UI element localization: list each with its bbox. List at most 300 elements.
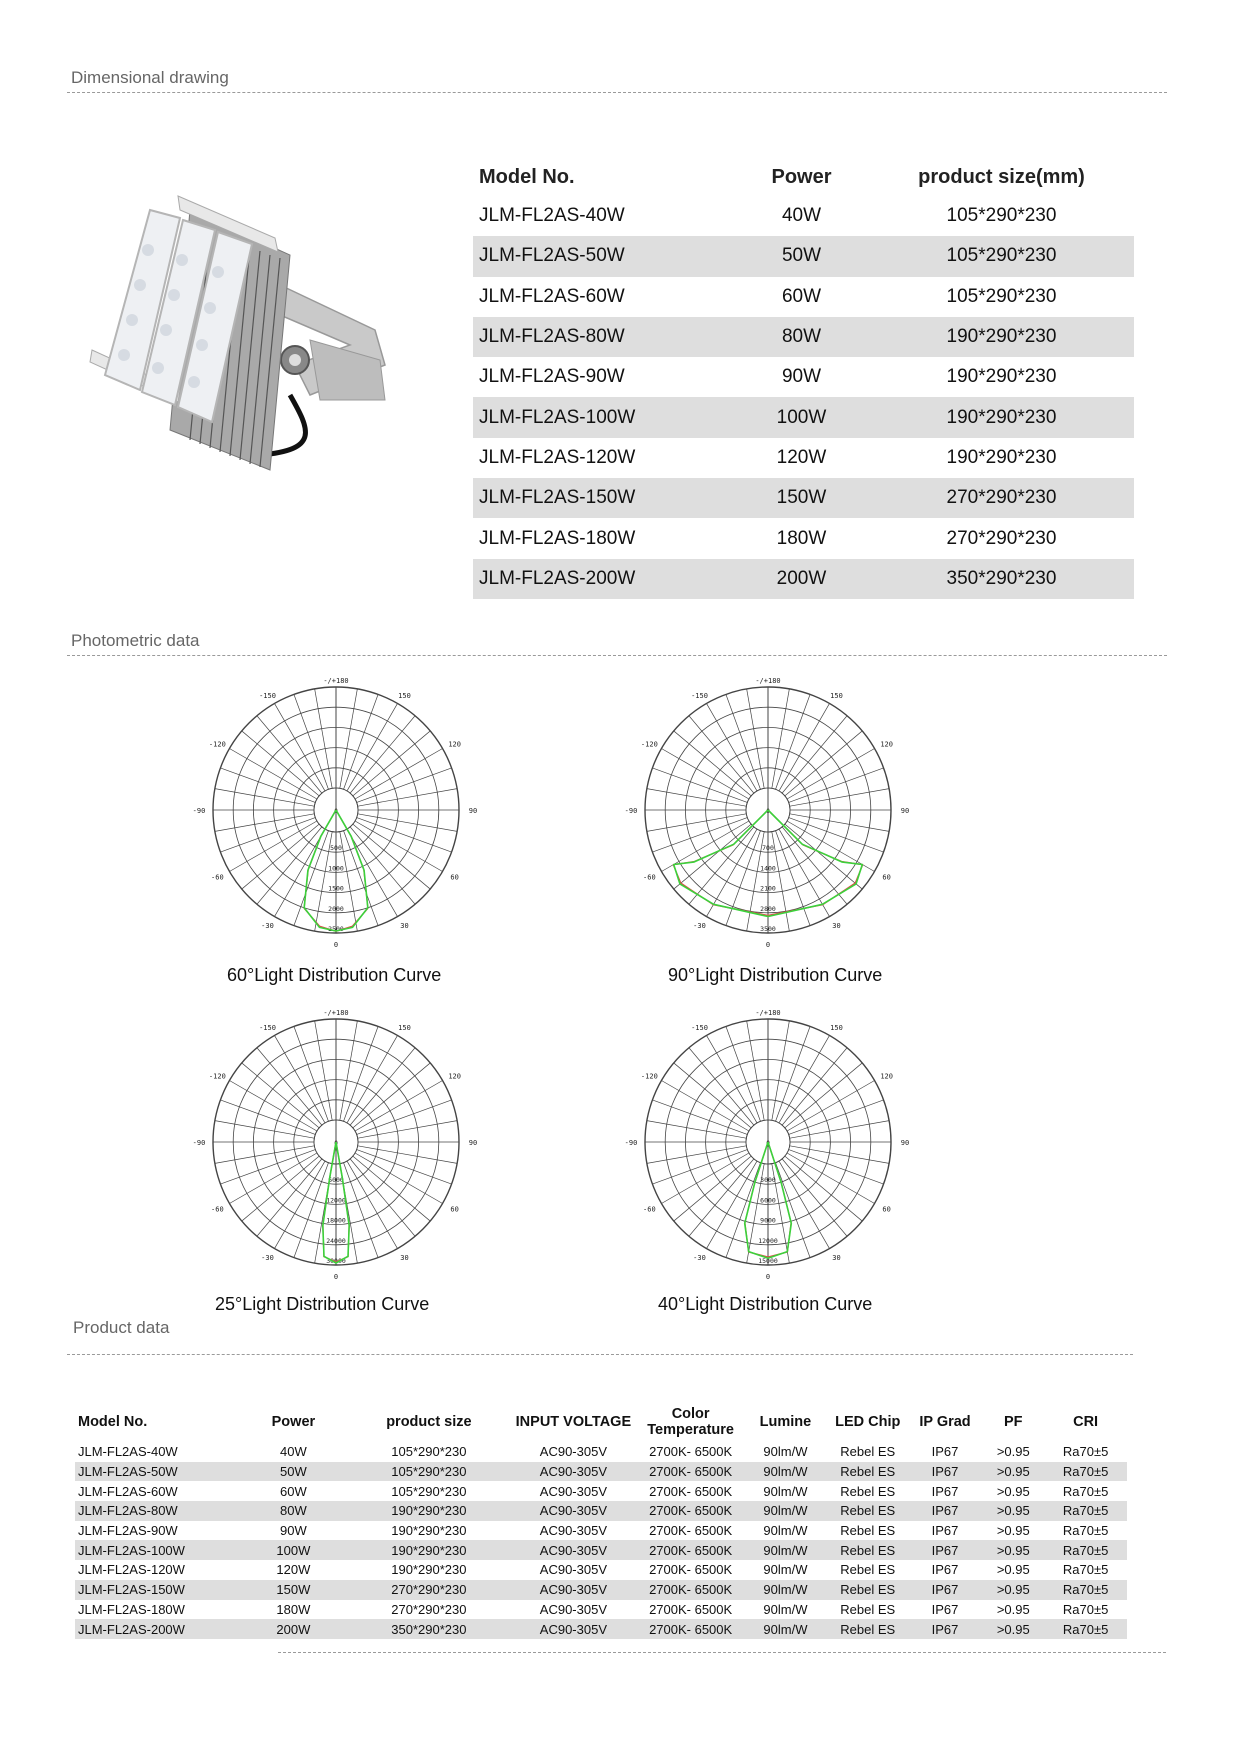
- cell-model: JLM-FL2AS-100W: [473, 397, 734, 437]
- angle-label: 0: [765, 1273, 771, 1281]
- grid-spoke: [647, 789, 746, 807]
- grid-spoke: [357, 818, 452, 853]
- column-header: Lumine: [759, 1414, 812, 1430]
- table-row: [473, 277, 1134, 317]
- grid-spoke: [789, 768, 884, 803]
- angle-label: -/+180: [755, 677, 781, 685]
- grid-spoke: [358, 1146, 457, 1164]
- grid-spoke: [215, 1146, 314, 1164]
- grid-spoke: [689, 716, 754, 793]
- curve-caption: 40°Light Distribution Curve: [658, 1294, 873, 1314]
- table-row: [473, 317, 1134, 357]
- radial-value-label: 1500: [328, 884, 344, 893]
- radial-value-label: 3500: [760, 925, 776, 933]
- table-cell: 90lm/W: [743, 1619, 828, 1639]
- angle-label: -60: [211, 873, 224, 882]
- radial-value-label: 12000: [758, 1236, 778, 1245]
- column-header: Color Temperature: [647, 1406, 734, 1438]
- angle-label: 30: [832, 922, 841, 931]
- grid-spoke: [782, 827, 847, 904]
- cell-power: 120W: [776, 446, 827, 468]
- angle-label: -150: [259, 691, 276, 700]
- angle-label: 30: [400, 1254, 409, 1263]
- angle-label: -90: [192, 1139, 206, 1147]
- grid-spoke: [785, 1156, 862, 1221]
- column-header: product size: [386, 1414, 472, 1430]
- table-cell: 90lm/W: [763, 1562, 808, 1578]
- grid-spoke: [257, 1159, 322, 1236]
- cell-power: 60W: [781, 285, 822, 307]
- table-cell: AC90-305V: [539, 1601, 607, 1617]
- cell-size: 105*290*230: [869, 236, 1134, 276]
- grid-spoke: [257, 827, 322, 904]
- grid-spoke: [782, 1048, 847, 1125]
- radial-value-label: 15000: [758, 1257, 778, 1265]
- table-cell: 90lm/W: [743, 1580, 828, 1600]
- grid-spoke: [357, 1100, 452, 1135]
- grid-spoke: [674, 824, 751, 889]
- table-cell: IP67: [931, 1523, 959, 1539]
- column-header: CRI: [1073, 1414, 1099, 1430]
- angle-label: 60: [450, 1205, 459, 1214]
- table-cell: AC90-305V: [539, 1483, 607, 1499]
- table-cell: 2700K- 6500K: [649, 1444, 733, 1460]
- table-cell: Rebel ES: [828, 1540, 908, 1560]
- radial-value-label: 24000: [326, 1236, 346, 1245]
- grid-spoke: [315, 689, 333, 788]
- table-cell: AC90-305V: [539, 1523, 607, 1539]
- radial-value-label: 30000: [326, 1257, 346, 1265]
- radial-value-label: 500: [330, 844, 342, 853]
- cell-power: 40W: [781, 205, 822, 227]
- column-header: Model No.: [78, 1414, 148, 1430]
- cell-power: 150W: [734, 478, 869, 518]
- table-row: [75, 1540, 1127, 1560]
- table-cell: JLM-FL2AS-200W: [75, 1619, 238, 1639]
- table-cell: 270*290*230: [349, 1580, 508, 1600]
- angle-label: 90: [900, 807, 910, 815]
- cell-model: JLM-FL2AS-120W: [479, 446, 636, 468]
- table-header-row: [75, 1402, 1127, 1442]
- grid-spoke: [652, 1150, 747, 1185]
- polar-curve-90: [623, 668, 913, 948]
- grid-spoke: [215, 1121, 314, 1139]
- angle-label: -150: [259, 1023, 276, 1032]
- table-cell: Ra70±5: [1062, 1601, 1109, 1617]
- grid-spoke: [220, 768, 315, 803]
- grid-spoke: [344, 694, 379, 789]
- table-row: [75, 1521, 1127, 1541]
- table-cell: 2700K- 6500K: [649, 1523, 733, 1539]
- angle-label: -120: [640, 1072, 658, 1081]
- grid-spoke: [652, 768, 747, 803]
- table-row: [75, 1501, 1127, 1521]
- angle-label: 0: [333, 941, 339, 949]
- table-row: [473, 478, 1134, 518]
- grid-spoke: [782, 716, 847, 793]
- radial-value-label: 1000: [328, 864, 344, 873]
- curve-caption: 90°Light Distribution Curve: [668, 965, 883, 985]
- cell-size: 105*290*230: [946, 205, 1057, 227]
- cell-size: 190*290*230: [869, 317, 1134, 357]
- cell-model: JLM-FL2AS-150W: [473, 478, 734, 518]
- table-cell: Rebel ES: [828, 1462, 908, 1482]
- table-cell: >0.95: [982, 1501, 1044, 1521]
- grid-spoke: [647, 1146, 746, 1164]
- grid-spoke: [340, 689, 358, 788]
- table-cell: Rebel ES: [840, 1562, 896, 1578]
- angle-label: 150: [398, 1023, 411, 1032]
- table-row: [75, 1619, 1127, 1639]
- grid-spoke: [358, 1121, 457, 1139]
- table-cell: Ra70±5: [1044, 1501, 1127, 1521]
- grid-spoke: [350, 827, 415, 904]
- grid-spoke: [294, 831, 329, 926]
- grid-spoke: [674, 731, 751, 796]
- column-header: LED Chip: [835, 1414, 901, 1430]
- section-title-product: Product data: [73, 1318, 170, 1337]
- product-data-table: [75, 1402, 1127, 1639]
- table-row: [473, 357, 1134, 397]
- radial-value-label: 3000: [760, 1176, 776, 1185]
- table-cell: Rebel ES: [840, 1523, 896, 1539]
- grid-spoke: [257, 716, 322, 793]
- grid-spoke: [350, 1048, 415, 1125]
- angle-label: 120: [448, 1072, 461, 1081]
- floodlight-product-image: [80, 190, 400, 530]
- angle-label: 90: [900, 1139, 910, 1147]
- table-cell: AC90-305V: [539, 1562, 607, 1578]
- table-cell: IP67: [908, 1462, 983, 1482]
- angle-label: -60: [643, 873, 656, 882]
- table-cell: 2700K- 6500K: [649, 1601, 733, 1617]
- angle-label: 120: [448, 740, 461, 749]
- cell-size: 270*290*230: [869, 478, 1134, 518]
- table-cell: 190*290*230: [349, 1501, 508, 1521]
- grid-spoke: [689, 1048, 754, 1125]
- table-row: [75, 1462, 1127, 1482]
- grid-spoke: [726, 1026, 761, 1121]
- curve-caption: 60°Light Distribution Curve: [227, 965, 442, 985]
- curve-caption: 25°Light Distribution Curve: [215, 1294, 430, 1314]
- angle-label: 90: [468, 807, 478, 815]
- cell-model: JLM-FL2AS-180W: [479, 527, 636, 549]
- grid-spoke: [220, 1100, 315, 1135]
- table-cell: IP67: [931, 1601, 959, 1617]
- table-cell: Ra70±5: [1062, 1444, 1109, 1460]
- table-cell: IP67: [931, 1483, 959, 1499]
- table-cell: >0.95: [996, 1523, 1030, 1539]
- table-cell: AC90-305V: [509, 1619, 639, 1639]
- dimension-table: [473, 158, 1134, 599]
- column-header: IP Grad: [919, 1414, 971, 1430]
- angle-label: -/+180: [323, 1009, 349, 1017]
- angle-label: 0: [765, 941, 771, 949]
- table-cell: 190*290*230: [349, 1540, 508, 1560]
- grid-spoke: [315, 1021, 333, 1120]
- table-cell: Ra70±5: [1044, 1462, 1127, 1482]
- table-cell: Ra70±5: [1044, 1580, 1127, 1600]
- table-cell: JLM-FL2AS-50W: [75, 1462, 238, 1482]
- cell-size: 190*290*230: [946, 446, 1057, 468]
- table-cell: Rebel ES: [840, 1483, 896, 1499]
- grid-spoke: [652, 1100, 747, 1135]
- cell-size: 190*290*230: [946, 366, 1057, 388]
- divider: [67, 1354, 1133, 1355]
- table-cell: 2700K- 6500K: [638, 1462, 743, 1482]
- angle-label: -150: [691, 691, 708, 700]
- radial-value-label: 9000: [760, 1216, 776, 1225]
- table-cell: 120W: [276, 1562, 311, 1578]
- grid-spoke: [294, 694, 329, 789]
- table-row: [75, 1580, 1127, 1600]
- table-cell: IP67: [908, 1501, 983, 1521]
- grid-spoke: [674, 1063, 751, 1128]
- grid-spoke: [294, 1026, 329, 1121]
- table-cell: 80W: [238, 1501, 350, 1521]
- table-cell: 50W: [238, 1462, 350, 1482]
- table-cell: >0.95: [996, 1601, 1030, 1617]
- header-size: product size(mm): [918, 165, 1085, 188]
- table-header-row: [473, 158, 1134, 196]
- grid-spoke: [353, 1063, 430, 1128]
- grid-spoke: [776, 1026, 811, 1121]
- cell-power: 200W: [734, 559, 869, 599]
- grid-spoke: [789, 818, 884, 853]
- grid-spoke: [785, 731, 862, 796]
- table-cell: Rebel ES: [828, 1501, 908, 1521]
- angle-label: -/+180: [323, 677, 349, 685]
- angle-label: -150: [691, 1023, 708, 1032]
- table-cell: 90lm/W: [763, 1601, 808, 1617]
- table-cell: 2700K- 6500K: [638, 1501, 743, 1521]
- table-cell: 2700K- 6500K: [638, 1619, 743, 1639]
- angle-label: 30: [832, 1254, 841, 1263]
- angle-label: 150: [830, 1023, 843, 1032]
- table-cell: 105*290*230: [391, 1444, 467, 1460]
- grid-spoke: [772, 832, 790, 931]
- table-cell: 180W: [276, 1601, 311, 1617]
- table-cell: IP67: [908, 1619, 983, 1639]
- grid-spoke: [358, 814, 457, 832]
- grid-spoke: [790, 814, 889, 832]
- header-model: Model No.: [479, 165, 575, 188]
- table-cell: JLM-FL2AS-60W: [78, 1483, 178, 1499]
- center-label: 0: [766, 1140, 770, 1147]
- angle-label: 60: [882, 873, 891, 882]
- cell-power: 80W: [734, 317, 869, 357]
- table-cell: 90lm/W: [743, 1501, 828, 1521]
- table-cell: 150W: [238, 1580, 350, 1600]
- header-power: Power: [771, 165, 832, 188]
- table-cell: 90lm/W: [763, 1483, 808, 1499]
- center-label: 0: [766, 808, 770, 815]
- table-cell: 200W: [238, 1619, 350, 1639]
- grid-spoke: [674, 1156, 751, 1221]
- grid-spoke: [790, 789, 889, 807]
- table-cell: IP67: [908, 1540, 983, 1560]
- grid-spoke: [242, 1156, 319, 1221]
- grid-spoke: [220, 818, 315, 853]
- divider: [278, 1652, 1166, 1653]
- table-cell: Rebel ES: [840, 1444, 896, 1460]
- table-row: [473, 196, 1134, 236]
- cell-size: 350*290*230: [869, 559, 1134, 599]
- grid-spoke: [350, 716, 415, 793]
- angle-label: -30: [261, 922, 274, 931]
- angle-label: 0: [333, 1273, 339, 1281]
- grid-spoke: [747, 1021, 765, 1120]
- grid-spoke: [220, 1150, 315, 1185]
- angle-label: 120: [880, 740, 893, 749]
- table-cell: JLM-FL2AS-40W: [78, 1444, 178, 1460]
- polar-curve-60: [192, 668, 478, 949]
- divider: [67, 655, 1167, 656]
- table-cell: JLM-FL2AS-100W: [75, 1540, 238, 1560]
- grid-spoke: [726, 1163, 761, 1258]
- table-cell: 90lm/W: [763, 1444, 808, 1460]
- angle-label: -90: [192, 807, 206, 815]
- radial-value-label: 700: [762, 844, 774, 853]
- section-title-dimensional: Dimensional drawing: [71, 68, 229, 87]
- cell-model: JLM-FL2AS-80W: [473, 317, 734, 357]
- grid-spoke: [215, 814, 314, 832]
- table-cell: JLM-FL2AS-150W: [75, 1580, 238, 1600]
- cell-power: 90W: [781, 366, 822, 388]
- angle-label: -120: [208, 740, 226, 749]
- table-cell: IP67: [931, 1562, 959, 1578]
- angle-label: -90: [624, 807, 638, 815]
- table-cell: Ra70±5: [1062, 1523, 1109, 1539]
- table-cell: >0.95: [982, 1540, 1044, 1560]
- table-cell: Rebel ES: [828, 1580, 908, 1600]
- table-cell: 105*290*230: [391, 1483, 467, 1499]
- radial-value-label: 18000: [326, 1216, 346, 1225]
- angle-label: -120: [640, 740, 658, 749]
- grid-spoke: [785, 1063, 862, 1128]
- grid-spoke: [772, 689, 790, 788]
- section-title-photometric: Photometric data: [71, 631, 200, 650]
- table-row: [75, 1560, 1127, 1580]
- cell-size: 270*290*230: [946, 527, 1057, 549]
- center-label: 0: [334, 808, 338, 815]
- angle-label: 90: [468, 1139, 478, 1147]
- grid-spoke: [350, 1159, 415, 1236]
- table-cell: AC90-305V: [509, 1580, 639, 1600]
- table-row: [75, 1481, 1127, 1501]
- grid-spoke: [647, 814, 746, 832]
- angle-label: -30: [693, 1254, 706, 1263]
- cell-size: 190*290*230: [869, 397, 1134, 437]
- table-cell: >0.95: [982, 1580, 1044, 1600]
- radial-value-label: 6000: [760, 1196, 776, 1205]
- angle-label: 30: [400, 922, 409, 931]
- table-cell: 2700K- 6500K: [649, 1562, 733, 1578]
- grid-spoke: [652, 818, 747, 853]
- grid-spoke: [357, 1150, 452, 1185]
- table-cell: AC90-305V: [539, 1444, 607, 1460]
- angle-label: 120: [880, 1072, 893, 1081]
- cell-power: 180W: [776, 527, 827, 549]
- table-cell: 90lm/W: [743, 1540, 828, 1560]
- radial-value-label: 2800: [760, 904, 776, 913]
- table-cell: 105*290*230: [349, 1462, 508, 1482]
- grid-spoke: [726, 694, 761, 789]
- table-cell: 2700K- 6500K: [638, 1540, 743, 1560]
- grid-spoke: [340, 1021, 358, 1120]
- table-cell: Rebel ES: [828, 1619, 908, 1639]
- table-cell: AC90-305V: [509, 1501, 639, 1521]
- table-row: [75, 1442, 1127, 1462]
- table-row: [473, 559, 1134, 599]
- table-cell: 190*290*230: [391, 1523, 467, 1539]
- angle-label: 150: [398, 691, 411, 700]
- radial-value-label: 2100: [760, 884, 776, 893]
- table-cell: JLM-FL2AS-90W: [78, 1523, 178, 1539]
- table-cell: >0.95: [982, 1462, 1044, 1482]
- grid-spoke: [776, 694, 811, 789]
- grid-spoke: [353, 1156, 430, 1221]
- table-cell: AC90-305V: [509, 1540, 639, 1560]
- grid-spoke: [215, 789, 314, 807]
- table-cell: Ra70±5: [1044, 1540, 1127, 1560]
- grid-spoke: [647, 1121, 746, 1139]
- column-header: PF: [1004, 1414, 1023, 1430]
- table-cell: AC90-305V: [509, 1462, 639, 1482]
- grid-spoke: [790, 1121, 889, 1139]
- grid-spoke: [689, 827, 754, 904]
- table-cell: IP67: [931, 1444, 959, 1460]
- table-cell: Rebel ES: [840, 1601, 896, 1617]
- cell-size: 105*290*230: [946, 285, 1057, 307]
- grid-spoke: [242, 1063, 319, 1128]
- radial-value-label: 2000: [328, 904, 344, 913]
- table-row: [473, 438, 1134, 478]
- table-cell: JLM-FL2AS-120W: [78, 1562, 185, 1578]
- angle-label: 150: [830, 691, 843, 700]
- table-cell: >0.95: [996, 1483, 1030, 1499]
- table-cell: 2700K- 6500K: [638, 1580, 743, 1600]
- angle-label: 60: [882, 1205, 891, 1214]
- table-row: [473, 236, 1134, 276]
- angle-label: -120: [208, 1072, 226, 1081]
- angle-label: -60: [643, 1205, 656, 1214]
- table-cell: 2700K- 6500K: [649, 1483, 733, 1499]
- column-header: INPUT VOLTAGE: [515, 1414, 632, 1430]
- table-cell: IP67: [908, 1580, 983, 1600]
- radial-value-label: 12000: [326, 1196, 346, 1205]
- grid-spoke: [242, 731, 319, 796]
- table-cell: Ra70±5: [1062, 1483, 1109, 1499]
- radial-value-label: 2500: [328, 925, 344, 933]
- table-cell: 100W: [238, 1540, 350, 1560]
- grid-spoke: [358, 789, 457, 807]
- grid-spoke: [357, 768, 452, 803]
- grid-spoke: [257, 1048, 322, 1125]
- angle-label: -/+180: [755, 1009, 781, 1017]
- table-cell: 190*290*230: [391, 1562, 467, 1578]
- grid-spoke: [344, 831, 379, 926]
- table-cell: >0.95: [982, 1619, 1044, 1639]
- cell-power: 100W: [734, 397, 869, 437]
- table-cell: >0.95: [996, 1562, 1030, 1578]
- grid-spoke: [344, 1026, 379, 1121]
- grid-spoke: [772, 1021, 790, 1120]
- table-cell: 90W: [280, 1523, 307, 1539]
- cell-model: JLM-FL2AS-60W: [479, 285, 625, 307]
- table-cell: 60W: [280, 1483, 307, 1499]
- angle-label: -30: [261, 1254, 274, 1263]
